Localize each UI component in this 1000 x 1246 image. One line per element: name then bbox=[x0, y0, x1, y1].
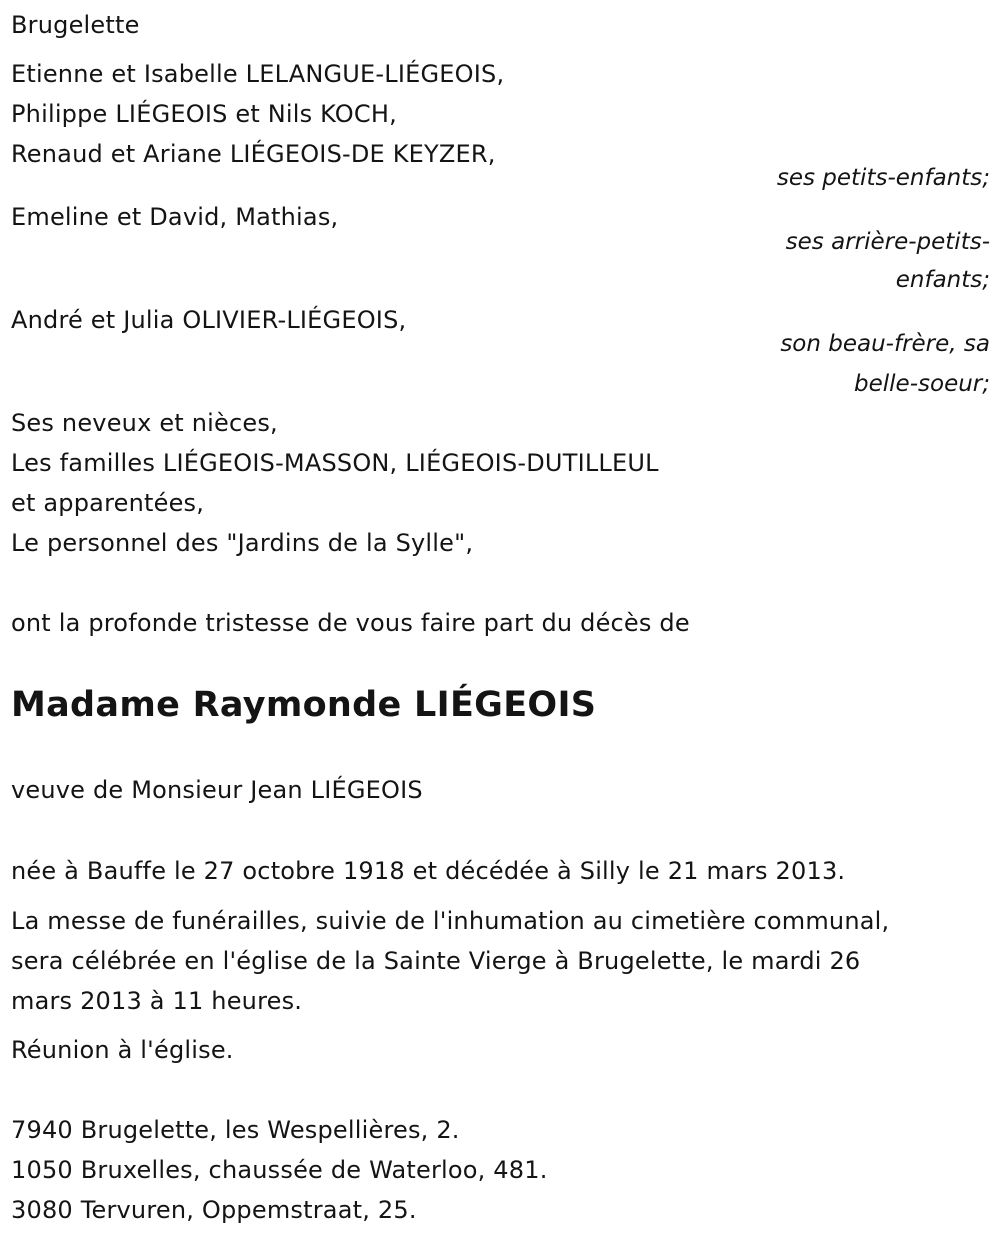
address-bruxelles: 1050 Bruxelles, chaussée de Waterloo, 481. bbox=[11, 1156, 548, 1184]
funeral-line-1: La messe de funérailles, suivie de l'inhumation au cimetière communal, bbox=[11, 907, 890, 935]
relation-in-laws-line-2: belle-soeur; bbox=[854, 371, 990, 397]
funeral-line-3: mars 2013 à 11 heures. bbox=[11, 987, 303, 1015]
in-laws: André et Julia OLIVIER-LIÉGEOIS, bbox=[11, 306, 407, 334]
deceased-name: Madame Raymonde LIÉGEOIS bbox=[11, 685, 597, 725]
nephews-nieces: Ses neveux et nièces, bbox=[11, 409, 278, 437]
address-tervuren: 3080 Tervuren, Oppemstraat, 25. bbox=[11, 1196, 417, 1224]
staff: Le personnel des "Jardins de la Sylle", bbox=[11, 529, 474, 557]
widow-of: veuve de Monsieur Jean LIÉGEOIS bbox=[11, 776, 423, 804]
relation-grandchildren: ses petits-enfants; bbox=[776, 165, 990, 191]
announcement-text: ont la profonde tristesse de vous faire part du décès de bbox=[11, 609, 690, 637]
grandchild-family-2: Philippe LIÉGEOIS et Nils KOCH, bbox=[11, 100, 397, 128]
relation-great-grandchildren-line-2: enfants; bbox=[895, 267, 990, 293]
related: et apparentées, bbox=[11, 489, 205, 517]
meeting-note: Réunion à l'église. bbox=[11, 1036, 234, 1064]
birth-death-dates: née à Bauffe le 27 octobre 1918 et décédée à Silly le 21 mars 2013. bbox=[11, 857, 846, 885]
grandchild-family-1: Etienne et Isabelle LELANGUE-LIÉGEOIS, bbox=[11, 60, 505, 88]
great-grandchildren: Emeline et David, Mathias, bbox=[11, 203, 339, 231]
families: Les familles LIÉGEOIS-MASSON, LIÉGEOIS-DUTILLEUL bbox=[11, 449, 659, 477]
relation-in-laws-line-1: son beau-frère, sa bbox=[780, 331, 990, 357]
funeral-line-2: sera célébrée en l'église de la Sainte Vierge à Brugelette, le mardi 26 bbox=[11, 947, 861, 975]
address-brugelette: 7940 Brugelette, les Wespellières, 2. bbox=[11, 1116, 460, 1144]
relation-great-grandchildren-line-1: ses arrière-petits- bbox=[785, 229, 990, 255]
grandchild-family-3: Renaud et Ariane LIÉGEOIS-DE KEYZER, bbox=[11, 140, 496, 168]
location: Brugelette bbox=[11, 11, 140, 39]
